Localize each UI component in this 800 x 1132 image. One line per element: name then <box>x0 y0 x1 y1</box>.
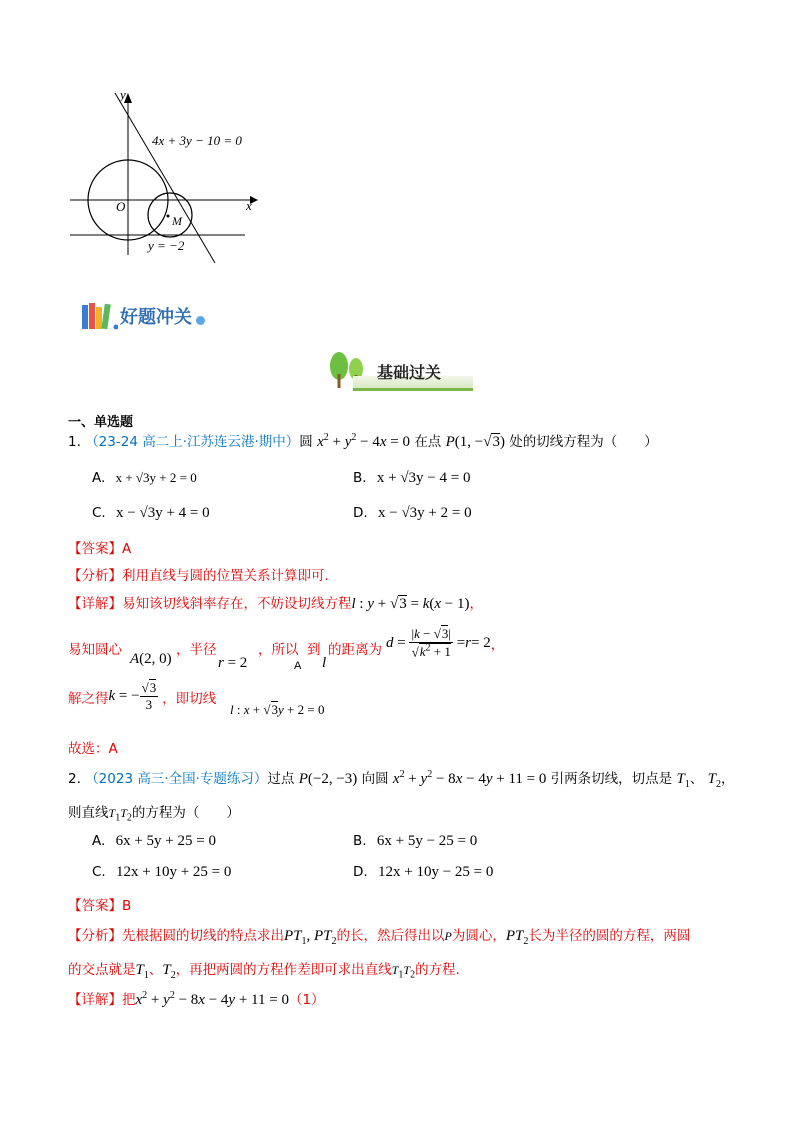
q1-stem-a: 圆 <box>299 434 313 450</box>
q1-option-d[interactable] <box>353 505 472 522</box>
q2-analysis-t2: $T_2$ <box>162 962 176 981</box>
q1-detail-2d: 到 <box>307 642 321 658</box>
q1-center: A(2, 0) <box>130 651 172 667</box>
q1-detail-2b: ，半径 <box>176 642 217 658</box>
banner-good-text: 好题冲关 <box>120 307 192 328</box>
q2-detail-label: 【详解】 <box>68 992 122 1008</box>
q1-line-l: l <box>322 655 327 671</box>
q2-detail-line <box>68 988 325 1009</box>
q2-analysis-1b: 的长，然后得出以 <box>336 928 445 944</box>
q2-stem-f: 的方程为（ ） <box>131 805 240 821</box>
q2-analysis-t1: $T_1$ <box>135 962 149 981</box>
q2-pt1-pt2: $PT_1$, $PT_2$ <box>284 928 337 947</box>
q2-analysis-2c: ，再把两圆的方程作差即可求出直线 <box>175 962 392 978</box>
q1-option-a-text: x + √3y + 2 = 0 <box>115 470 197 485</box>
q1-choose: 故选：A <box>68 741 118 757</box>
q1-detail-line1: 【详解】易知该切线斜率存在，不妨设切线方程l : y + √3 = k(x − 1)， <box>68 596 483 612</box>
section-title: 一、单选题 <box>68 415 134 430</box>
q2-t1t2: $T_1T_2$ <box>108 806 132 824</box>
q1-detail-line3 <box>68 680 216 713</box>
q2-detail-eq: $x^2 + y^2 - 8x - 4y + 11 = 0$ <box>135 990 289 1008</box>
q1-option-a-label: A. <box>92 470 106 486</box>
q2-option-d[interactable] <box>353 864 493 881</box>
line-equation: 4x + 3y − 10 = 0 <box>152 133 242 148</box>
q2-option-c[interactable] <box>92 864 231 881</box>
q1-detail-label: 【详解】 <box>68 596 122 612</box>
q1-detail-3a: 解之得 <box>68 690 109 707</box>
banner-dot-icon <box>196 316 205 325</box>
q1-option-d-label: D. <box>353 505 368 521</box>
q1-k-value: k = − $\frac{√3}{3}$ <box>108 680 157 712</box>
q1-distance-formula: d = $\frac{|k - √3|}{√k^2 + 1}$ = r = 2 ， <box>386 626 505 660</box>
q1-final-tangent: l : x + √3y + 2 = 0 <box>230 702 325 717</box>
q2-analysis-1a: 【分析】先根据圆的切线的特点求出 <box>68 928 284 944</box>
q1-detail-2c: ，所以 <box>258 642 299 658</box>
q1-circle-eq: $x^2 + y^2 - 4x = 0$ <box>317 432 411 450</box>
banner-basic-text: 基础过关 <box>377 363 442 382</box>
banner-good-questions <box>80 300 205 332</box>
q1-detail-1: 易知该切线斜率存在，不妨设切线方程 <box>122 596 352 612</box>
axis-x-label: x <box>246 198 252 213</box>
q1-analysis: 【分析】利用直线与圆的位置关系计算即可. <box>68 568 329 584</box>
q2-number: 2. <box>68 771 81 787</box>
q1-option-c-text: x − √3y + 4 = 0 <box>116 505 210 521</box>
geometry-figure <box>60 85 270 265</box>
q1-option-b[interactable] <box>353 470 470 487</box>
q1-number: 1. <box>68 434 81 450</box>
q1-detail-2a: 易知圆心 <box>68 642 122 658</box>
q1-option-a[interactable] <box>92 470 197 486</box>
q2-analysis-1c: 为圆心， <box>451 928 506 944</box>
q2-detail-a: 把 <box>122 992 136 1008</box>
question-2-stem-line2 <box>68 801 240 823</box>
q1-stem-c: 处的切线方程为（ ） <box>509 434 658 450</box>
q1-answer: 【答案】A <box>68 541 132 557</box>
q2-pt2: $PT_2$ <box>505 928 529 947</box>
q1-stem-b: 在点 <box>414 434 442 450</box>
q2-option-a-text: 6x + 5y + 25 = 0 <box>115 833 216 849</box>
origin-label: O <box>116 199 126 214</box>
question-2-stem: 2. （2023 高三·全国·专题练习）过点 P(−2, −3) 向圆 $x^2 + y^2 - 8x - 4y + 11 = 0$ 引两条切线，切点是 $T_1$、 $T_2$， <box>68 769 735 790</box>
q2-stem-e: 则直线 <box>68 805 109 821</box>
q2-stem-d: 、 <box>689 771 704 787</box>
question-1-stem <box>68 430 658 451</box>
q2-analysis-line2 <box>68 958 460 981</box>
q2-analysis-line1 <box>68 924 690 947</box>
q2-option-b-label: B. <box>353 833 367 849</box>
q1-option-b-text: x + √3y − 4 = 0 <box>376 470 471 486</box>
q1-source: （23-24 高二上·江苏连云港·期中） <box>85 434 300 450</box>
q2-analysis-t1t2: $T_1T_2$ <box>391 963 416 981</box>
q2-t1: $T_1$ <box>676 771 690 790</box>
axis-y-label: y <box>120 87 126 102</box>
q2-analysis-2a: 的交点就是 <box>68 962 136 978</box>
q1-point: P(1, −√3) <box>445 434 505 450</box>
q2-analysis-1d: 长为半径的圆的方程，两圆 <box>528 928 691 944</box>
q1-detail-2e: 的距离为 <box>328 642 382 658</box>
q1-radius: r = 2 <box>218 655 248 671</box>
q2-p: P <box>444 929 452 943</box>
q1-detail-line2 <box>68 638 122 658</box>
q2-source: （2023 高三·全国·专题练习） <box>85 771 268 787</box>
q1-option-b-label: B. <box>353 470 367 486</box>
q2-detail-b: （1） <box>288 992 325 1008</box>
banner-basic <box>325 350 475 390</box>
q2-answer: 【答案】B <box>68 898 132 914</box>
q2-option-b-text: 6x + 5y − 25 = 0 <box>376 833 478 849</box>
q2-stem-c: 引两条切线，切点是 <box>550 771 673 787</box>
line-y-label: y = −2 <box>148 238 185 253</box>
q1-point-a: A <box>294 660 302 672</box>
q2-stem-b: 向圆 <box>361 771 389 787</box>
q2-point: P(−2, −3) <box>298 771 358 787</box>
q2-option-d-label: D. <box>353 864 368 880</box>
q2-analysis-2b: 、 <box>148 962 163 978</box>
q2-circle-eq: $x^2 + y^2 - 8x - 4y + 11 = 0$ <box>392 769 547 787</box>
q2-option-b[interactable] <box>353 833 477 850</box>
q1-option-c-label: C. <box>92 505 106 521</box>
q2-option-c-text: 12x + 10y + 25 = 0 <box>116 864 232 880</box>
point-m-label: M <box>172 214 182 228</box>
q1-detail-3b: ，即切线 <box>162 690 217 707</box>
q2-option-c-label: C. <box>92 864 106 880</box>
q1-option-d-text: x − √3y + 2 = 0 <box>377 505 472 521</box>
q2-analysis-2d: 的方程. <box>415 962 460 978</box>
q2-stem-a: 过点 <box>267 771 295 787</box>
q2-option-a[interactable] <box>92 833 216 850</box>
q2-option-a-label: A. <box>92 833 106 849</box>
q2-option-d-text: 12x + 10y − 25 = 0 <box>377 864 494 880</box>
books-icon <box>80 301 118 331</box>
q1-option-c[interactable] <box>92 505 210 522</box>
q1-tangent-eq: l : y + √3 = k(x − 1) <box>351 596 470 612</box>
q2-t2: $T_2$ <box>707 771 721 790</box>
